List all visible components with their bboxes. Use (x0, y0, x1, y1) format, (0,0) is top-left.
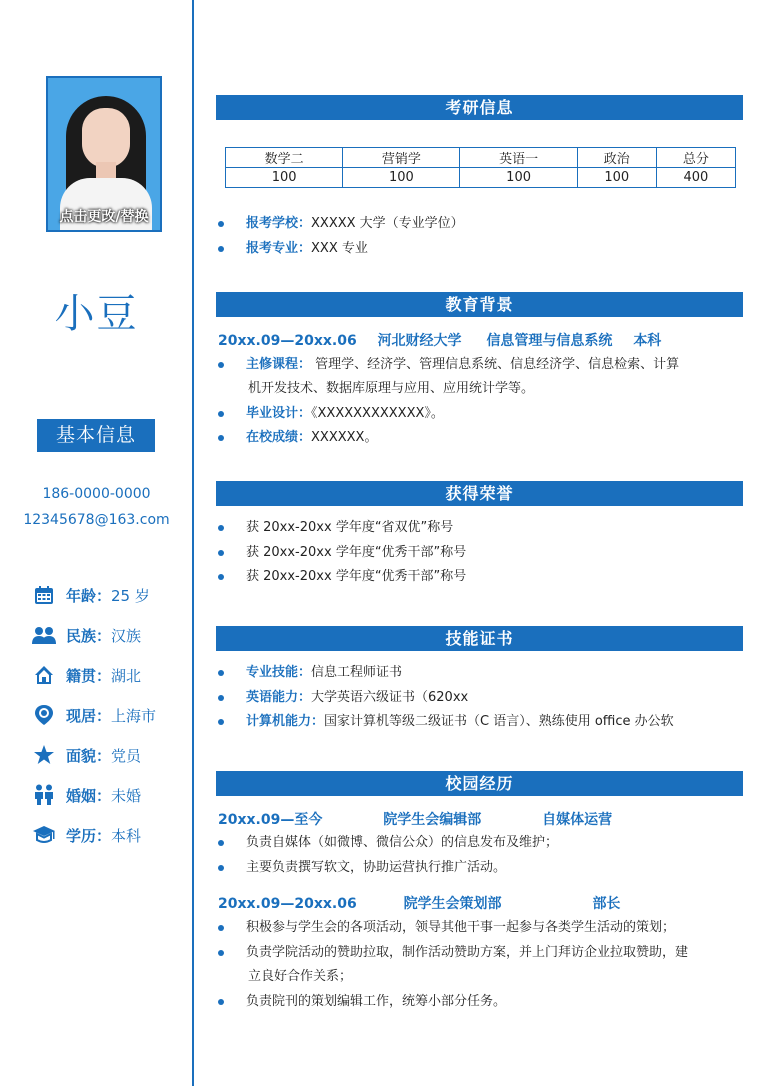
table-cell: 400 (656, 168, 735, 188)
star-icon (32, 744, 56, 766)
list-item-honor: 获 20xx-20xx 学年度“优秀干部”称号 (218, 565, 466, 589)
list-item-target-major: 报考专业：XXX 专业 (218, 237, 368, 261)
section-title-skills: 技能证书 (216, 626, 743, 651)
list-item-courses: 主修课程： 管理学、经济学、管理信息系统、信息经济学、信息检索、计算 机开发技术、数据库原理与应用、应用统计学等。 (218, 353, 679, 401)
section-title-campus: 校园经历 (216, 771, 743, 796)
info-marital: 婚姻： 未婚 (32, 783, 141, 807)
table-header-cell: 政治 (577, 148, 656, 168)
list-item-duty: 积极参与学生会的各项活动，领导其他干事一起参与各类学生活动的策划； (218, 916, 675, 940)
list-item-duty: 负责自媒体（如微博、微信公众）的信息发布及维护； (218, 831, 558, 855)
info-residence: 现居： 上海市 (32, 703, 156, 727)
list-item-duty: 负责院刊的策划编辑工作，统筹小部分任务。 (218, 990, 506, 1014)
basic-info-title: 基本信息 (37, 419, 155, 452)
person-name: 小豆 (54, 291, 139, 337)
list-item-target-school: 报考学校：XXXXX 大学（专业学位） (218, 212, 464, 236)
location-pin-icon (32, 704, 56, 726)
experience-header: 20xx.09—至今 院学生会编辑部 自媒体运营 (218, 812, 613, 828)
graduation-cap-icon (32, 824, 56, 846)
table-cell: 100 (577, 168, 656, 188)
table-cell: 100 (460, 168, 577, 188)
email-address: 12345678@163.com (23, 512, 170, 528)
divider-line (192, 0, 194, 1086)
info-age: 年龄： 25 岁 (32, 583, 150, 607)
table-cell: 100 (343, 168, 460, 188)
list-item-honor: 获 20xx-20xx 学年度“省双优”称号 (218, 516, 453, 540)
info-education: 学历： 本科 (32, 823, 141, 847)
table-header-cell: 总分 (656, 148, 735, 168)
section-title-education: 教育背景 (216, 292, 743, 317)
couple-icon (32, 784, 56, 806)
table-header-cell: 营销学 (343, 148, 460, 168)
calendar-icon (32, 584, 56, 606)
phone-number: 186-0000-0000 (42, 486, 151, 502)
info-ethnicity: 民族： 汉族 (32, 623, 141, 647)
photo-change-caption[interactable]: 点击更改/替换 (59, 209, 149, 225)
people-icon (32, 624, 56, 646)
score-table (225, 147, 736, 188)
list-item-duty: 负责学院活动的赞助拉取，制作活动赞助方案，并上门拜访企业拉取赞助，建 立良好合作关系； (218, 941, 688, 989)
info-politics: 面貌： 党员 (32, 743, 141, 767)
list-item-pro-skill: 专业技能：信息工程师证书 (218, 661, 402, 685)
list-item-grades: 在校成绩：XXXXXX。 (218, 426, 377, 450)
table-cell: 100 (226, 168, 343, 188)
list-item-thesis: 毕业设计：《XXXXXXXXXXXX》。 (218, 402, 444, 426)
list-item-honor: 获 20xx-20xx 学年度“优秀干部”称号 (218, 541, 466, 565)
table-header-cell: 数学二 (226, 148, 343, 168)
table-header-cell: 英语一 (460, 148, 577, 168)
profile-photo[interactable] (46, 76, 162, 232)
list-item-computer-skill: 计算机能力：国家计算机等级二级证书（C 语言）、熟练使用 office 办公软 (218, 710, 674, 734)
education-header: 20xx.09—20xx.06 河北财经大学 信息管理与信息系统 本科 (218, 333, 662, 349)
section-title-honors: 获得荣誉 (216, 481, 743, 506)
info-hometown: 籍贯： 湖北 (32, 663, 141, 687)
list-item-english-skill: 英语能力：大学英语六级证书（620xx (218, 686, 468, 710)
experience-header: 20xx.09—20xx.06 院学生会策划部 部长 (218, 896, 621, 912)
list-item-duty: 主要负责撰写软文，协助运营执行推广活动。 (218, 856, 506, 880)
section-title-exam: 考研信息 (216, 95, 743, 120)
home-icon (32, 664, 56, 686)
